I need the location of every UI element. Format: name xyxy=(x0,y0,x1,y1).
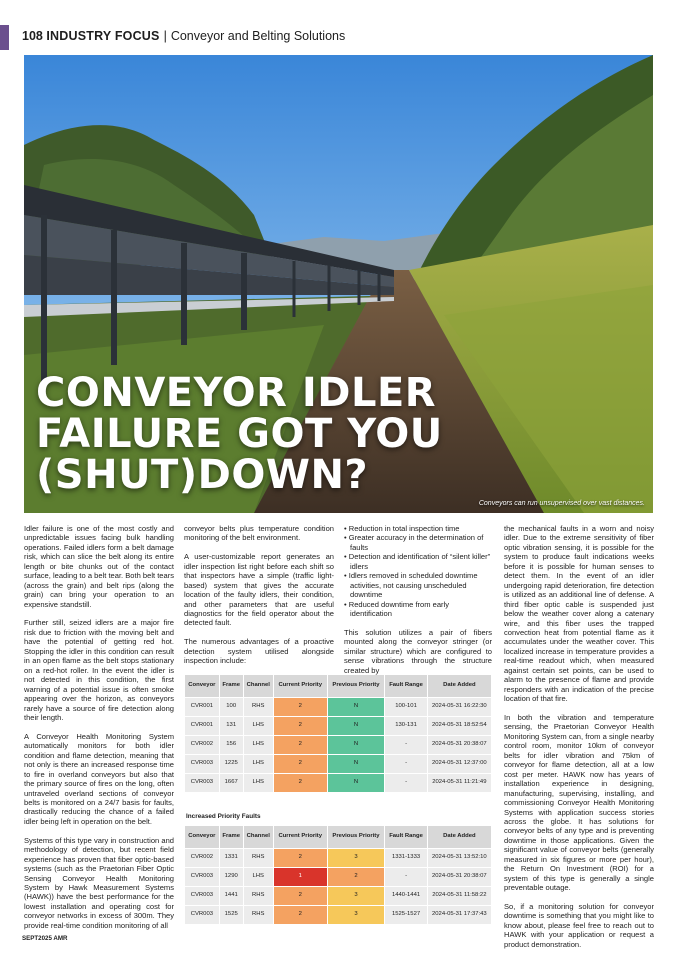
table-cell: 1290 xyxy=(219,868,243,887)
table-cell: CVR003 xyxy=(185,868,220,887)
column-header: Channel xyxy=(243,826,273,849)
article-column-4 xyxy=(504,524,654,959)
table-cell: 2024-05-31 16:22:30 xyxy=(427,698,491,717)
paragraph: A user-customizable report generates an idler inspection list right before each shift so that inspectors have a simple (traffic light-based) system that gives the accurate location of the faulty idlers, their condition, and other parameters that are useful diagnostics for the field operator about the detected fault. xyxy=(184,552,334,628)
table-cell: LHS xyxy=(243,755,273,774)
paragraph: A Conveyor Health Monitoring System automatically monitors for both idler condition and flame detection, meaning that not only is there an increased response time to fire in overland conveyors but also that the primary source of fires on the long, often untraveled overland sections of conveyor belts is monitored on a 24/7 basis for faults, drastically reducing the chance of a failed idler being left in operation on the belt. xyxy=(24,731,174,826)
hero-photo xyxy=(24,55,653,513)
table-cell: 2024-05-31 20:38:07 xyxy=(427,868,491,887)
table-cell: 2 xyxy=(273,906,327,925)
paragraph: This solution utilizes a pair of fibers mounted along the conveyor stringer (or similar structure) which are configured to sense vibrations through the structure created by xyxy=(344,627,492,675)
table-cell: 2 xyxy=(273,736,327,755)
table-cell: CVR001 xyxy=(185,717,220,736)
table-cell: CVR002 xyxy=(185,849,220,868)
table-cell: CVR002 xyxy=(185,736,220,755)
paragraph: In both the vibration and temperature sensing, the Praetorian Conveyor Health Monitoring System can, from a single nearby control room, monitor 10km of conveyor belts for idler vibration and 75km of conveyor for flame detection, all at a low cost per meter. HAWK now has years of installation experience in designing, manufacturing, supervising, installing, and commissioning Conveyor Health Monitoring Systems with application success stories across the globe. It has solutions for conveyor belts of any type and is preventing downtime in those applications. Given the significant value of conveyor belts (generally measured in six figures or more per hour), the Return On Investment (ROI) for a system of this type is generally a single preventable outage. xyxy=(504,713,654,893)
table-cell: N xyxy=(327,755,385,774)
table-cell: 2 xyxy=(273,774,327,793)
page-footer: SEPT2025 AMR xyxy=(22,935,68,942)
table-cell: 131 xyxy=(219,717,243,736)
table-cell: N xyxy=(327,774,385,793)
table-cell: 2024-05-31 11:58:22 xyxy=(427,887,491,906)
paragraph: Idler failure is one of the most costly and unpredictable issues facing bulk handling operations. Failed idlers form a belt damage risk, which can slice the belt along its entire length or bite chunks out of the contact surface, leading to a belt tear. Both belt tears (across the grain) and belt rips (along the grain) can bring your operation to an expensive standstill. xyxy=(24,524,174,609)
list-item: • Greater accuracy in the determination of faults xyxy=(344,533,484,552)
section-name: INDUSTRY FOCUS xyxy=(46,29,160,43)
list-item: • Reduced downtime from early identification xyxy=(344,599,449,619)
table-row xyxy=(185,868,492,887)
column-header: Conveyor xyxy=(185,675,220,698)
table-title: Increased Priority Faults xyxy=(186,813,261,820)
table-cell: CVR003 xyxy=(185,774,220,793)
column-header: Date Added xyxy=(427,675,491,698)
list-item: • Idlers removed in scheduled downtime activities, not causing unscheduled downtime xyxy=(344,571,478,600)
table-cell: N xyxy=(327,717,385,736)
table-cell: CVR003 xyxy=(185,887,220,906)
column-header: Current Priority xyxy=(273,826,327,849)
table-cell: LHS xyxy=(243,736,273,755)
headline-line-1: CONVEYOR IDLER xyxy=(36,370,437,416)
table-cell: 2024-05-31 12:37:00 xyxy=(427,755,491,774)
list-item: • Reduction in total inspection time xyxy=(344,524,460,533)
table-cell: 1667 xyxy=(219,774,243,793)
table-cell: 100-101 xyxy=(385,698,427,717)
headline-line-3: (SHUT)DOWN? xyxy=(36,452,369,498)
table-cell: 2 xyxy=(273,698,327,717)
table-cell: - xyxy=(385,736,427,755)
column-header: Previous Priority xyxy=(327,826,385,849)
table-cell: 2024-05-31 20:38:07 xyxy=(427,736,491,755)
table-cell: 3 xyxy=(327,906,385,925)
table-header-row xyxy=(185,826,492,849)
article-column-2 xyxy=(184,524,334,675)
table-cell: 2 xyxy=(273,887,327,906)
table-row xyxy=(185,849,492,868)
column-header: Date Added xyxy=(427,826,491,849)
column-header: Channel xyxy=(243,675,273,698)
page-header xyxy=(22,29,345,43)
section-tab xyxy=(0,25,9,50)
table-cell: 3 xyxy=(327,849,385,868)
table-cell: 1 xyxy=(273,868,327,887)
paragraph: Systems of this type vary in construction and methodology of detection, but recent field experience has proven that fiber optic-based systems (such as the Praetorian Fiber Optic Sensing Conveyor Health Monitoring System by Hawk Measurement Systems (HAWK)) have the best performance for the lowest installation and operating cost for conveyor networks in excess of 300m. They provide real-time condition monitoring of all xyxy=(24,835,174,930)
table-cell: 1331-1333 xyxy=(385,849,427,868)
table-row xyxy=(185,717,492,736)
table-cell: 1525-1527 xyxy=(385,906,427,925)
table-cell: - xyxy=(385,868,427,887)
table-cell: 3 xyxy=(327,887,385,906)
paragraph: the mechanical faults in a worn and noisy idler. Due to the extreme sensitivity of fiber optic vibration sensing, it is possible for the system to produce fault indications weeks before it is possible for human senses to detect them. In the event of an idler undergoing rapid deterioration, fire detection is utilized as an additional line of defense. A third fiber optic cable is suspended just below the weather cover along a catenary wire, and this fiber uses the trapped convection heat from potential flame as it accumulates under the weather cover. This localized increase in temperature provides a real-time readout which, when measured against certain set points, can be used to alarm to the presence of flame and provide responders with an indication of the precise location of that fire. xyxy=(504,524,654,704)
table-cell: - xyxy=(385,755,427,774)
table-cell: 2024-05-31 17:37:43 xyxy=(427,906,491,925)
table-cell: 2024-05-31 13:52:10 xyxy=(427,849,491,868)
paragraph: The numerous advantages of a proactive detection system utilised alongside inspection include: xyxy=(184,637,334,666)
table-cell: CVR003 xyxy=(185,906,220,925)
headline-line-2: FAILURE GOT YOU xyxy=(36,411,443,457)
paragraph: conveyor belts plus temperature condition monitoring of the belt environment. xyxy=(184,524,334,543)
faults-table xyxy=(184,674,492,793)
table-cell: 2 xyxy=(273,717,327,736)
table-cell: N xyxy=(327,736,385,755)
column-header: Frame xyxy=(219,675,243,698)
table-cell: 1441 xyxy=(219,887,243,906)
table-row xyxy=(185,906,492,925)
increased-priority-faults-table xyxy=(184,825,492,925)
table-cell: 1440-1441 xyxy=(385,887,427,906)
table-cell: CVR001 xyxy=(185,698,220,717)
column-header: Conveyor xyxy=(185,826,220,849)
table-cell: 2024-05-31 11:21:49 xyxy=(427,774,491,793)
table-cell: N xyxy=(327,698,385,717)
table-cell: 2 xyxy=(327,868,385,887)
column-header: Current Priority xyxy=(273,675,327,698)
table-cell: CVR003 xyxy=(185,755,220,774)
photo-caption: Conveyors can run unsupervised over vast distances. xyxy=(478,500,645,507)
header-separator: | xyxy=(163,29,167,43)
table-cell: 156 xyxy=(219,736,243,755)
article-column-1 xyxy=(24,524,174,940)
table-cell: LHS xyxy=(243,774,273,793)
article-headline xyxy=(36,370,443,498)
table-cell: 1225 xyxy=(219,755,243,774)
table-row xyxy=(185,698,492,717)
column-header: Frame xyxy=(219,826,243,849)
table-cell: 2 xyxy=(273,849,327,868)
paragraph: So, if a monitoring solution for conveyor downtime is something that you might like to know about, please feel free to reach out to HAWK with your application or request a product demonstration. xyxy=(504,902,654,949)
table-cell: 1525 xyxy=(219,906,243,925)
table-cell: LHS xyxy=(243,717,273,736)
table-cell: 2024-05-31 18:52:54 xyxy=(427,717,491,736)
table-row xyxy=(185,755,492,774)
section-topic: Conveyor and Belting Solutions xyxy=(170,29,346,43)
table-cell: RHS xyxy=(243,906,273,925)
table-cell: 2 xyxy=(273,755,327,774)
page-number: 108 xyxy=(22,29,43,43)
column-header: Fault Range xyxy=(385,675,427,698)
table-cell: 130-131 xyxy=(385,717,427,736)
table-row xyxy=(185,887,492,906)
table-cell: - xyxy=(385,774,427,793)
table-cell: LHS xyxy=(243,868,273,887)
paragraph: Further still, seized idlers are a major fire risk due to friction with the moving belt and have the potential of getting red hot. Stopping the idler in this condition can result in an open flame as the belt stops stationary on a red-hot roller. In the event the idler is not detected in this condition, the first warning of a potential issue is often smoke appearing over the horizon, as conveyors rarely have a source of fire detection along their length. xyxy=(24,618,174,722)
table-cell: RHS xyxy=(243,698,273,717)
article-column-3 xyxy=(344,524,492,685)
table-cell: 100 xyxy=(219,698,243,717)
table-row xyxy=(185,736,492,755)
table-cell: RHS xyxy=(243,887,273,906)
table-row xyxy=(185,774,492,793)
advantages-list xyxy=(344,524,492,619)
column-header: Previous Priority xyxy=(327,675,385,698)
table-cell: RHS xyxy=(243,849,273,868)
table-cell: 1331 xyxy=(219,849,243,868)
column-header: Fault Range xyxy=(385,826,427,849)
list-item: • Detection and identification of “silent killer” idlers xyxy=(344,552,491,571)
